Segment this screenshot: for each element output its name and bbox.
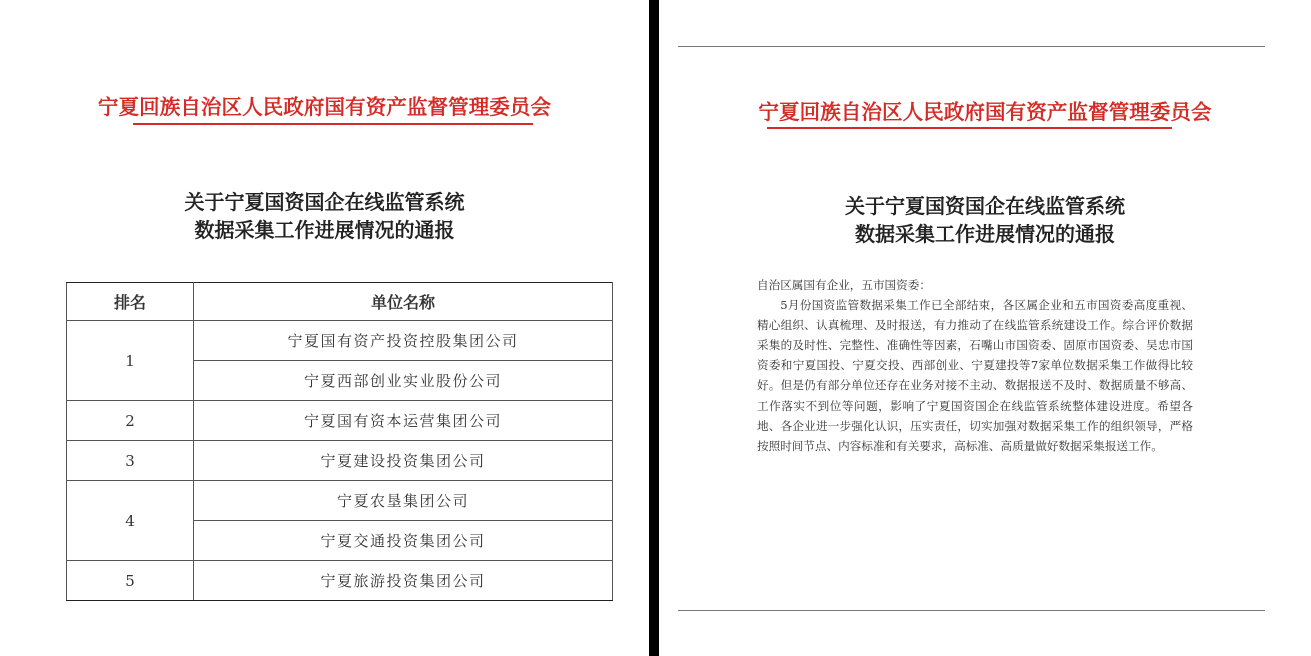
- table-row: [67, 561, 613, 601]
- left-doc-title: [0, 188, 649, 244]
- table-row: [67, 441, 613, 481]
- left-document-page: [0, 0, 649, 656]
- right-doc-title: [659, 192, 1311, 248]
- panel-divider: [649, 0, 659, 656]
- right-bottom-rule: [678, 610, 1265, 611]
- rank-cell: 4: [67, 481, 194, 561]
- unit-name-cell: 宁夏建设投资集团公司: [194, 441, 613, 481]
- rank-cell: 5: [67, 561, 194, 601]
- right-org-title: 宁夏回族自治区人民政府国有资产监督管理委员会: [758, 100, 1212, 124]
- header-unit-name: 单位名称: [194, 283, 613, 321]
- unit-name-cell: 宁夏国有资本运营集团公司: [194, 401, 613, 441]
- unit-name-cell: 宁夏交通投资集团公司: [194, 521, 613, 561]
- right-top-rule: [678, 46, 1265, 47]
- rank-cell: 1: [67, 321, 194, 401]
- unit-name-cell: 宁夏农垦集团公司: [194, 481, 613, 521]
- ranking-table: [66, 282, 613, 601]
- left-doc-title-line1: 关于宁夏国资国企在线监管系统: [184, 190, 465, 214]
- table-row: [67, 401, 613, 441]
- right-doc-title-line2: 数据采集工作进展情况的通报: [855, 222, 1115, 246]
- table-header-row: [67, 283, 613, 321]
- unit-name-cell: 宁夏国有资产投资控股集团公司: [194, 321, 613, 361]
- table-row: [67, 481, 613, 521]
- left-doc-title-line2: 数据采集工作进展情况的通报: [194, 218, 455, 242]
- right-red-rule: [767, 127, 1172, 129]
- left-org-title: 宁夏回族自治区人民政府国有资产监督管理委员会: [97, 95, 552, 119]
- unit-name-cell: 宁夏旅游投资集团公司: [194, 561, 613, 601]
- notice-body: [757, 275, 1193, 456]
- body-paragraph: 5月份国资监管数据采集工作已全部结束，各区属企业和五市国资委高度重视、精心组织、认真梳理、及时报送，有力推动了在线监管系统建设工作。综合评价数据采集的及时性、完整性、准确性等因素，石嘴山市国资委、固原市国资委、吴忠市国资委和宁夏国投、宁夏交投、西部创业、宁夏建投等7家单位数据采集工作做得比较好。但是仍有部分单位还存在业务对接不主动、数据报送不及时、数据质量不够高、工作落实不到位等问题，影响了宁夏国资国企在线监管系统整体建设进度。希望各地、各企业进一步强化认识，压实责任，切实加强对数据采集工作的组织领导，严格按照时间节点、内容标准和有关要求，高标准、高质量做好数据采集报送工作。: [757, 298, 1193, 453]
- unit-name-cell: 宁夏西部创业实业股份公司: [194, 361, 613, 401]
- rank-cell: 3: [67, 441, 194, 481]
- salutation: 自治区属国有企业，五市国资委：: [757, 278, 931, 292]
- left-red-rule: [133, 123, 533, 125]
- table-row: [67, 321, 613, 361]
- rank-cell: 2: [67, 401, 194, 441]
- header-rank: 排名: [67, 283, 194, 321]
- right-doc-title-line1: 关于宁夏国资国企在线监管系统: [845, 194, 1125, 218]
